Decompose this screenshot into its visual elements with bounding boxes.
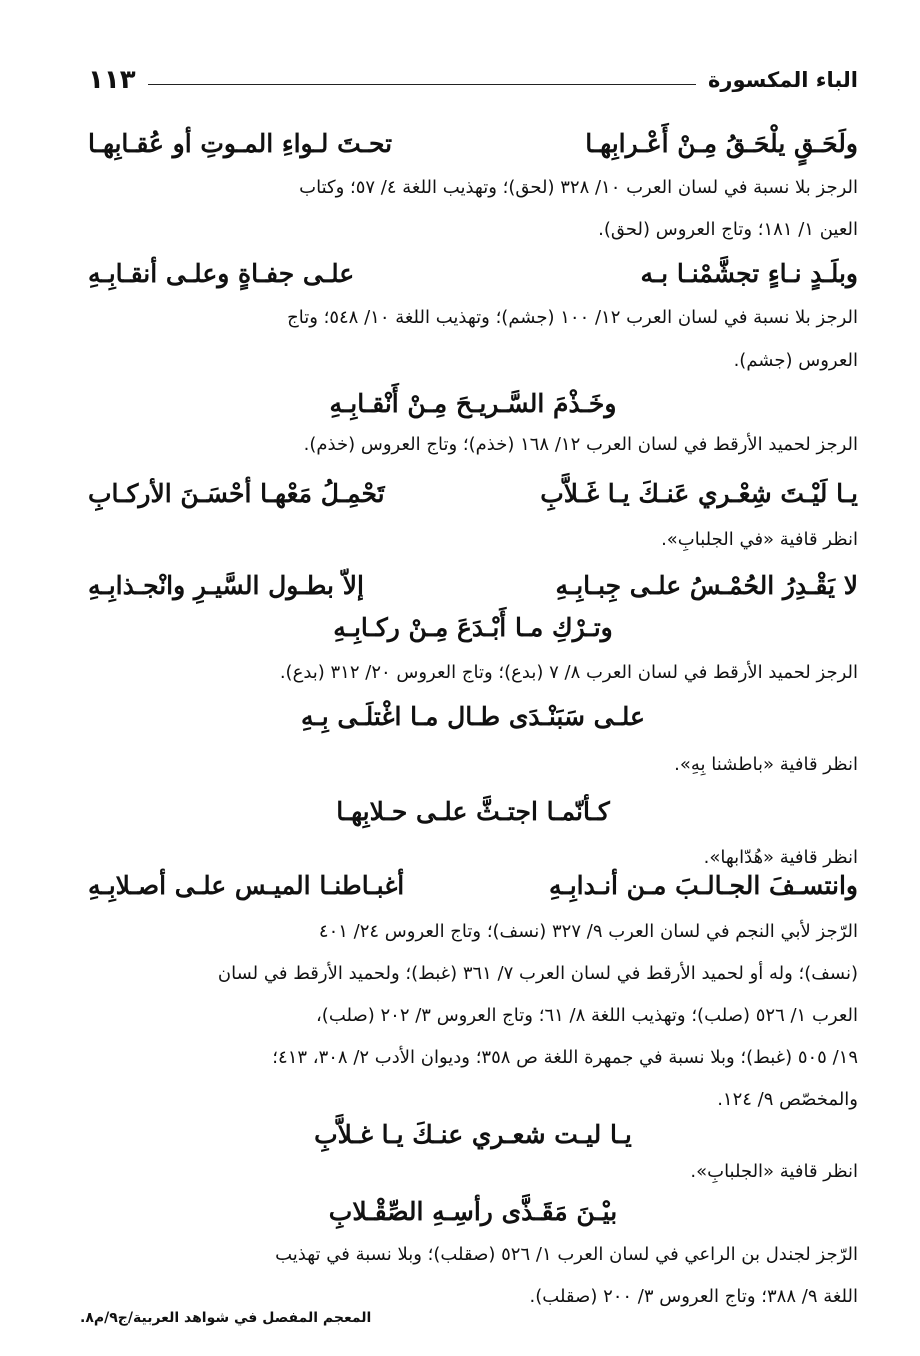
cross-reference: انظر قافية «في الجلبابِ». — [661, 529, 858, 550]
citation-line: الرجز بلا نسبة في لسان العرب ١٠/ ٣٢٨ (لحق)؛ وتهذيب اللغة ٤/ ٥٧؛ وكتاب — [299, 177, 858, 198]
citation-line: الرّجز لجندل بن الراعي في لسان العرب ١/ ٥٢٦ (صقلب)؛ وبلا نسبة في تهذيب — [275, 1244, 858, 1265]
page-footer: المعجم المفصل في شواهد العربية/ج٩/م٨. — [80, 1310, 372, 1326]
verse-line — [88, 254, 858, 294]
page-number: ١١٣ — [88, 65, 136, 95]
citation-line: العين ١/ ١٨١؛ وتاج العروس (لحق). — [598, 219, 858, 240]
citation-line: الرّجز لأبي النجم في لسان العرب ٩/ ٣٢٧ (نسف)؛ وتاج العروس ٢٤/ ٤٠١ — [318, 921, 858, 942]
verse-first-hemistich: وبلَـدٍ نـاءٍ تجشَّمْنـا بـه — [640, 259, 858, 288]
citation-line: اللغة ٩/ ٣٨٨؛ وتاج العروس ٣/ ٢٠٠ (صقلب). — [529, 1286, 858, 1307]
page-header — [88, 62, 858, 98]
verse-line — [88, 124, 858, 164]
citation-line: والمخصّص ٩/ ١٢٤. — [717, 1089, 858, 1110]
citation-line: العروس (جشم). — [733, 350, 858, 371]
verse-second-hemistich: علـى جفـاةٍ وعلـى أنقـابِـهِ — [88, 259, 355, 288]
verse-line-centered: بيْـنَ مَقَـذَّى رأسِـهِ الصِّقْـلابِ — [328, 1197, 618, 1226]
verse-first-hemistich: لا يَقْـدِرُ الحُمْـسُ علـى جِبـابِـهِ — [555, 571, 858, 600]
cross-reference: انظر قافية «هُدّابها». — [703, 847, 858, 868]
verse-line — [88, 566, 858, 606]
citation-line: الرجز لحميد الأرقط في لسان العرب ٨/ ٧ (بدع)؛ وتاج العروس ٢٠/ ٣١٢ (بدع). — [279, 662, 858, 683]
verse-line-centered: كـأنّمـا اجتـثَّ علـى حـلابِهـا — [336, 797, 610, 826]
header-rule — [148, 84, 696, 85]
citation-line: ١٩/ ٥٠٥ (غبط)؛ وبلا نسبة في جمهرة اللغة ص ٣٥٨؛ وديوان الأدب ٢/ ٣٠٨، ٤١٣؛ — [272, 1047, 858, 1068]
verse-line-centered: علـى سَبَنْـدَى طـال مـا اغْتلَـى بِـهِ — [301, 702, 645, 731]
verse-line-centered: يـا ليـت شعـري عنـكَ يـا غـلاَّبِ — [314, 1120, 632, 1149]
citation-line: الرجز بلا نسبة في لسان العرب ١٢/ ١٠٠ (جشم)؛ وتهذيب اللغة ١٠/ ٥٤٨؛ وتاج — [287, 307, 858, 328]
verse-first-hemistich: ولَحَـقٍ يلْحَـقُ مِـنْ أَعْـرابِهـا — [585, 129, 858, 158]
verse-line-centered: وتـرْكِ مـا أَبْـدَعَ مِـنْ ركـابِـهِ — [333, 613, 613, 642]
verse-second-hemistich: تحـتَ لـواءِ المـوتِ أو عُقـابِهـا — [88, 129, 393, 158]
citation-line: الرجز لحميد الأرقط في لسان العرب ١٢/ ١٦٨ (خذم)؛ وتاج العروس (خذم). — [303, 434, 858, 455]
verse-first-hemistich: يـا لَيْـتَ شِعْـري عَنـكَ يـا غَـلاَّبِ — [540, 479, 858, 508]
verse-line-centered: وخَـذْمَ السَّـريـحَ مِـنْ أَنْقـابِـهِ — [329, 389, 617, 418]
verse-line — [88, 474, 858, 514]
verse-line — [88, 866, 858, 906]
running-title: الباء المكسورة — [708, 68, 858, 92]
verse-first-hemistich: وانتسـفَ الجـالـبَ مـن أنـدابِـهِ — [549, 871, 858, 900]
verse-second-hemistich: أغبـاطنـا الميـس علـى أصـلابِـهِ — [88, 871, 405, 900]
cross-reference: انظر قافية «الجلبابِ». — [690, 1161, 858, 1182]
cross-reference: انظر قافية «باطشنا بِهِ». — [674, 754, 858, 775]
verse-second-hemistich: إلاّ بطـول السَّيـرِ وانْجـذابِـهِ — [88, 571, 364, 600]
citation-line: (نسف)؛ وله أو لحميد الأرقط في لسان العرب ٧/ ٣٦١ (غبط)؛ ولحميد الأرقط في لسان — [217, 963, 858, 984]
citation-line: العرب ١/ ٥٢٦ (صلب)؛ وتهذيب اللغة ٨/ ٦١؛ وتاج العروس ٣/ ٢٠٢ (صلب)، — [315, 1005, 858, 1026]
verse-second-hemistich: تَحْمِـلُ مَعْهـا أحْسَـنَ الأركـابِ — [88, 479, 385, 508]
